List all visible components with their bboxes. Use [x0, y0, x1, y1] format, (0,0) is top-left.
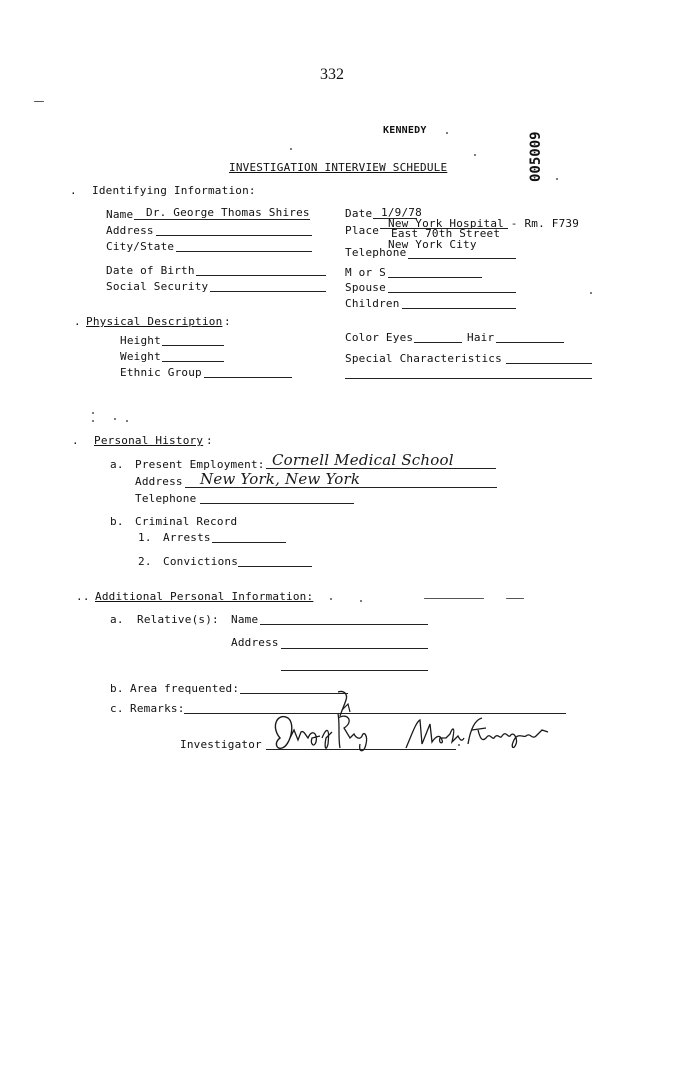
heading-colon: :	[224, 315, 231, 328]
citystate-label: City/State	[106, 240, 175, 253]
children-label: Children	[345, 297, 400, 310]
employment-value: Cornell Medical School	[272, 451, 454, 469]
arrests-label: Arrests	[163, 531, 211, 544]
telephone-label: Telephone	[345, 246, 407, 259]
ss-label: Social Security	[106, 280, 209, 293]
name-value: Dr. George Thomas Shires	[146, 206, 310, 219]
arrests-field[interactable]	[212, 542, 286, 543]
mors-label: M or S	[345, 266, 386, 279]
identifying-heading: Identifying Information:	[92, 184, 256, 197]
item-marker: 1.	[138, 531, 152, 544]
document-number: 005009	[528, 131, 544, 182]
special-label: Special Characteristics	[345, 352, 502, 365]
weight-field[interactable]	[162, 361, 224, 362]
telephone-field[interactable]	[408, 258, 516, 259]
mors-field[interactable]	[388, 277, 482, 278]
scan-speck	[506, 598, 524, 599]
weight-label: Weight	[120, 350, 161, 363]
scan-speck	[474, 154, 476, 156]
eyes-label: Color Eyes	[345, 331, 414, 344]
section-bullet: .	[70, 184, 77, 197]
relative-address-field-2[interactable]	[281, 670, 428, 671]
page-number: 332	[320, 66, 344, 83]
area-field[interactable]	[240, 693, 348, 694]
place-value-3: New York City	[388, 238, 477, 251]
spouse-field[interactable]	[388, 292, 516, 293]
scan-speck	[34, 101, 44, 102]
personal-address-label: Address	[135, 475, 183, 488]
place-value-2: East 70th Street	[391, 227, 501, 240]
address-field[interactable]	[156, 235, 312, 236]
scan-speck	[424, 598, 484, 599]
additional-heading: Additional Personal Information:	[95, 590, 314, 603]
heading-colon: :	[206, 434, 213, 447]
personal-heading: Personal History	[94, 434, 204, 447]
area-label: Area frequented:	[130, 682, 240, 695]
criminal-label: Criminal Record	[135, 515, 238, 528]
name-label: Name	[106, 208, 134, 221]
dob-field[interactable]	[196, 275, 326, 276]
scan-speck	[360, 600, 362, 602]
item-marker: 2.	[138, 555, 152, 568]
ethnic-label: Ethnic Group	[120, 366, 202, 379]
address-label: Address	[106, 224, 154, 237]
scan-speck	[446, 132, 448, 134]
section-bullet: ..	[76, 590, 90, 603]
remarks-label: Remarks:	[130, 702, 185, 715]
section-bullet: .	[72, 434, 79, 447]
personal-telephone-label: Telephone	[135, 492, 197, 505]
item-marker: a.	[110, 613, 124, 626]
scan-speck	[92, 420, 94, 422]
scan-speck	[126, 420, 128, 422]
children-field[interactable]	[402, 308, 516, 309]
date-value: 1/9/78	[381, 206, 422, 219]
ethnic-field[interactable]	[204, 377, 292, 378]
scan-speck	[114, 418, 116, 420]
convictions-field[interactable]	[238, 566, 312, 567]
signature-1	[268, 708, 378, 756]
item-marker: b.	[110, 682, 124, 695]
scan-speck	[290, 148, 292, 150]
investigator-label: Investigator	[180, 738, 262, 751]
relative-address-label: Address	[231, 636, 279, 649]
place-value-1: New York Hospital - Rm. F739	[388, 217, 580, 230]
scan-speck	[590, 292, 592, 294]
spouse-label: Spouse	[345, 281, 386, 294]
hair-field[interactable]	[496, 342, 564, 343]
personal-telephone-field[interactable]	[200, 503, 354, 504]
dob-label: Date of Birth	[106, 264, 195, 277]
date-label: Date	[345, 207, 373, 220]
scan-speck	[556, 178, 558, 180]
eyes-field[interactable]	[414, 342, 462, 343]
personal-address-value: New York, New York	[200, 470, 361, 488]
scan-speck	[330, 598, 332, 600]
ss-field[interactable]	[210, 291, 326, 292]
signature-2	[402, 714, 554, 754]
hair-label: Hair	[467, 331, 495, 344]
special-field[interactable]	[506, 363, 592, 364]
signature-stroke	[336, 688, 350, 718]
convictions-label: Convictions	[163, 555, 239, 568]
item-marker: a.	[110, 458, 124, 471]
name-field[interactable]	[134, 219, 310, 220]
item-marker: c.	[110, 702, 124, 715]
special-field-2[interactable]	[345, 378, 592, 379]
relative-address-field[interactable]	[281, 648, 428, 649]
relatives-label: Relative(s):	[137, 613, 219, 626]
height-label: Height	[120, 334, 161, 347]
kennedy-label: KENNEDY	[383, 125, 427, 136]
form-title: INVESTIGATION INTERVIEW SCHEDULE	[229, 161, 448, 174]
employment-label: Present Employment:	[135, 458, 265, 471]
relative-name-field[interactable]	[260, 624, 428, 625]
citystate-field[interactable]	[176, 251, 312, 252]
height-field[interactable]	[162, 345, 224, 346]
item-marker: b.	[110, 515, 124, 528]
relative-name-label: Name	[231, 613, 259, 626]
place-label: Place	[345, 224, 380, 237]
physical-heading: Physical Description	[86, 315, 223, 328]
scan-speck	[92, 412, 94, 414]
section-bullet: .	[74, 315, 81, 328]
scan-speck	[458, 744, 460, 746]
